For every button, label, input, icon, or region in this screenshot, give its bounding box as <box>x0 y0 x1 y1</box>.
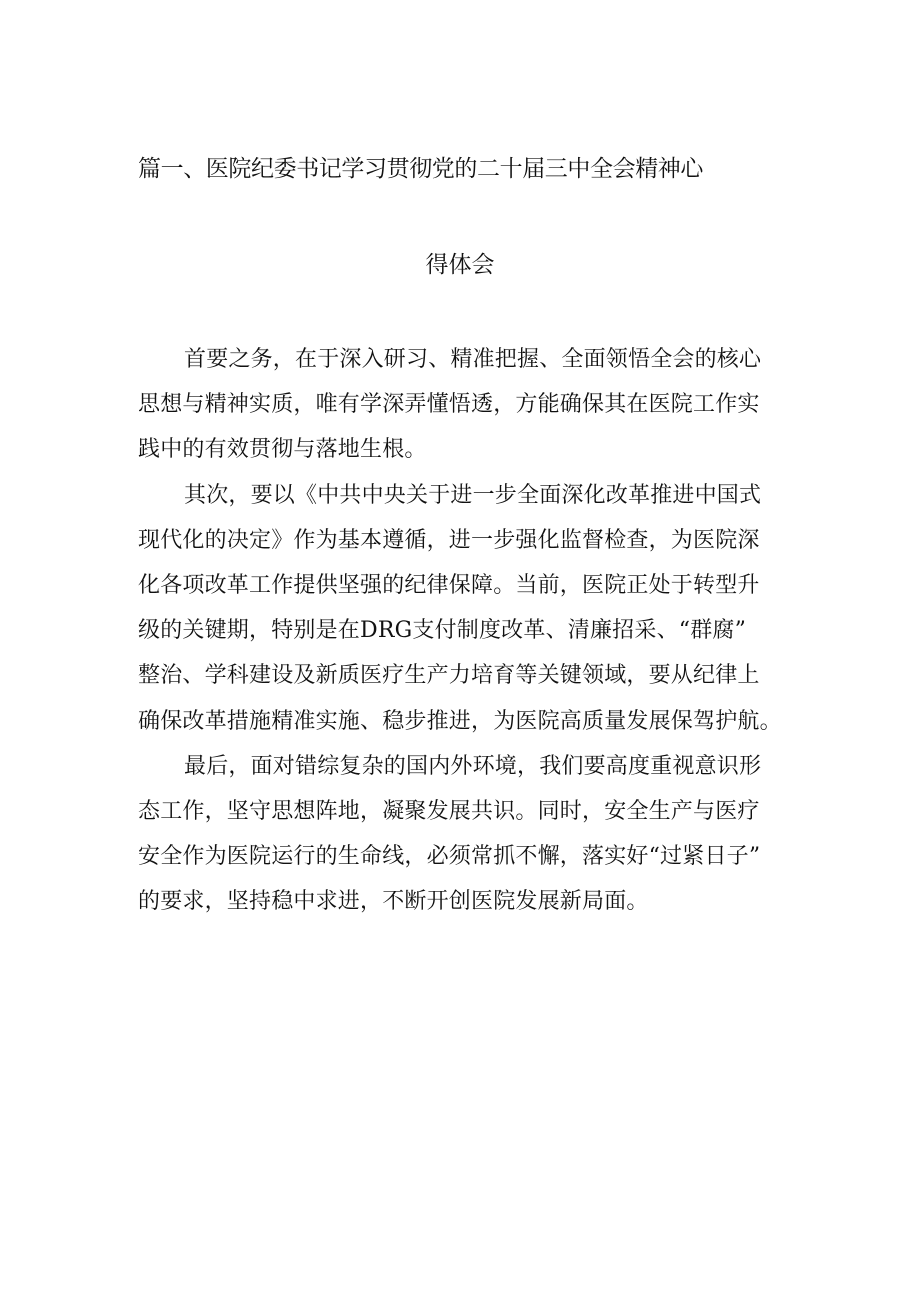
paragraph-line: 思想与精神实质，唯有学深弄懂悟透，方能确保其在医院工作实 <box>138 392 760 418</box>
paragraph-line: 现代化的决定》作为基本遵循，进一步强化监督检查，为医院深 <box>138 527 760 553</box>
paragraph-line: 最后，面对错综复杂的国内外环境，我们要高度重视意识形 <box>184 753 762 779</box>
paragraph-line: 其次，要以《中共中央关于进一步全面深化改革推进中国式 <box>184 482 762 508</box>
paragraph-line: 化各项改革工作提供坚强的纪律保障。当前，医院正处于转型升 <box>138 572 760 598</box>
paragraph-line: 级的关键期，特别是在DRG支付制度改革、清廉招采、“群腐” <box>138 618 747 644</box>
document-body <box>138 343 788 930</box>
paragraph-line: 的要求，坚持稳中求进，不断开创医院发展新局面。 <box>138 889 649 915</box>
paragraph-2 <box>138 479 788 750</box>
paragraph-line: 确保改革措施精准实施、稳步推进，为医院高质量发展保驾护航。 <box>138 708 782 734</box>
paragraph-3 <box>138 750 788 931</box>
paragraph-line: 整治、学科建设及新质医疗生产力培育等关键领域，要从纪律上 <box>138 663 760 689</box>
document-title-line-2: 得体会 <box>425 252 495 278</box>
paragraph-1 <box>138 343 788 479</box>
document-title-line-1: 篇一、医院纪委书记学习贯彻党的二十届三中全会精神心 <box>138 156 704 182</box>
paragraph-line: 态工作，坚守思想阵地，凝聚发展共识。同时，安全生产与医疗 <box>138 798 760 824</box>
paragraph-line: 践中的有效贯彻与落地生根。 <box>138 437 427 463</box>
paragraph-line: 安全作为医院运行的生命线，必须常抓不懈，落实好“过紧日子” <box>138 844 761 870</box>
paragraph-line: 首要之务，在于深入研习、精准把握、全面领悟全会的核心 <box>184 347 762 372</box>
